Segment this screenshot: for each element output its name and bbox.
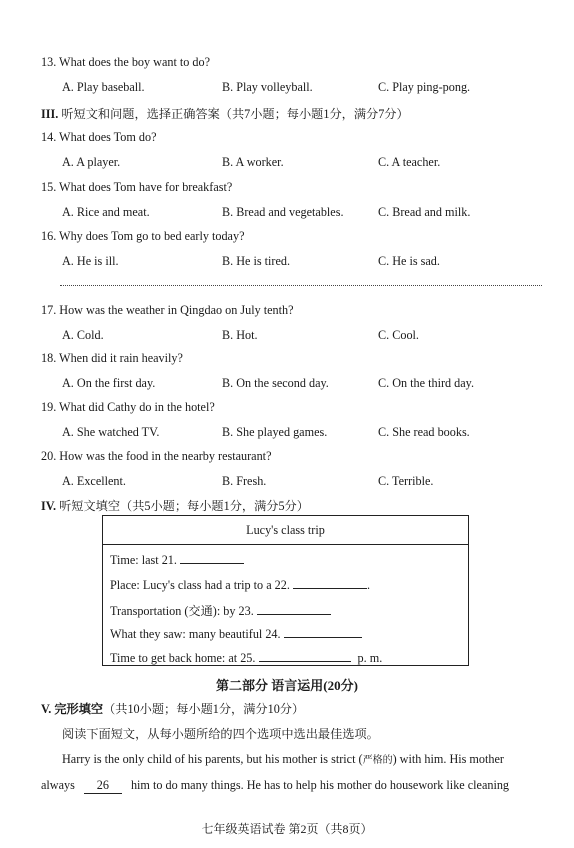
option-17-c: C. Cool. (378, 328, 419, 342)
table-title: Lucy's class trip (103, 516, 468, 545)
section-5-title: 完形填空 (54, 702, 104, 716)
question-16: 16. Why does Tom go to bed early today? (41, 229, 245, 243)
option-17-b: B. Hot. (222, 328, 258, 342)
option-13-a: A. Play baseball. (62, 80, 145, 94)
option-16-c: C. He is sad. (378, 254, 440, 268)
option-14-c: C. A teacher. (378, 155, 441, 169)
table-row-21 (110, 552, 244, 568)
blank-25[interactable] (259, 650, 351, 662)
option-18-b: B. On the second day. (222, 376, 329, 390)
table-row-23 (110, 602, 331, 619)
option-13-b: B. Play volleyball. (222, 80, 313, 94)
section-3-title: 听短文和问题，选择正确答案（共7小题；每小题1分，满分7分） (61, 107, 409, 121)
passage-line-1 (62, 751, 504, 767)
option-17-a: A. Cold. (62, 328, 104, 342)
section-5-heading (41, 700, 304, 717)
row-24-label: What they saw: many beautiful 24. (110, 627, 281, 641)
question-15: 15. What does Tom have for breakfast? (41, 180, 233, 194)
row-22-suffix: . (366, 578, 370, 592)
question-14: 14. What does Tom do? (41, 130, 157, 144)
blank-22[interactable] (293, 577, 367, 589)
section-4-title: 听短文填空（共5小题；每小题1分，满分5分） (59, 499, 309, 513)
option-19-a: A. She watched TV. (62, 425, 160, 439)
option-18-a: A. On the first day. (62, 376, 156, 390)
option-19-b: B. She played games. (222, 425, 328, 439)
section-4-heading (41, 497, 309, 514)
section-5-detail: （共10小题；每小题1分，满分10分） (103, 702, 305, 716)
option-14-a: A. A player. (62, 155, 121, 169)
row-23-label: Transportation (交通): by 23. (110, 604, 254, 618)
row-25-suffix: p. m. (357, 651, 383, 665)
blank-21[interactable] (180, 552, 244, 564)
row-25-label: Time to get back home: at 25. (110, 651, 256, 665)
question-20: 20. How was the food in the nearby restaurant? (41, 449, 272, 463)
row-22-label: Place: Lucy's class had a trip to a 22. (110, 578, 290, 592)
option-16-a: A. He is ill. (62, 254, 119, 268)
passage-line-2-start: always (41, 778, 75, 792)
dotted-divider (60, 285, 542, 286)
passage-line-2 (41, 778, 509, 794)
section-3-heading (41, 105, 409, 122)
blank-24[interactable] (284, 626, 362, 638)
option-16-b: B. He is tired. (222, 254, 291, 268)
question-13: 13. What does the boy want to do? (41, 55, 211, 69)
passage-chinese-gloss: 严格的 (362, 755, 393, 766)
option-20-b: B. Fresh. (222, 474, 267, 488)
passage-line-2-end: him to do many things. He has to help his mother do housework like cleaning (130, 778, 510, 792)
row-21-label: Time: last 21. (110, 553, 177, 567)
table-row-24 (110, 626, 362, 642)
blank-26[interactable]: 26 (84, 778, 122, 794)
option-13-c: C. Play ping-pong. (378, 80, 471, 94)
option-20-a: A. Excellent. (62, 474, 126, 488)
option-15-a: A. Rice and meat. (62, 205, 150, 219)
cloze-instruction: 阅读下面短文，从每小题所给的四个选项中选出最佳选项。 (62, 727, 379, 741)
section-3-number: III. (41, 107, 59, 121)
option-15-b: B. Bread and vegetables. (222, 205, 344, 219)
table-row-22 (110, 577, 370, 593)
table-row-25 (110, 650, 382, 666)
question-19: 19. What did Cathy do in the hotel? (41, 400, 215, 414)
question-18: 18. When did it rain heavily? (41, 351, 183, 365)
passage-line-1-end: ) with him. His mother (392, 752, 504, 766)
fill-in-table (102, 515, 469, 666)
option-18-c: C. On the third day. (378, 376, 475, 390)
blank-23[interactable] (257, 603, 331, 615)
option-14-b: B. A worker. (222, 155, 284, 169)
option-20-c: C. Terrible. (378, 474, 434, 488)
page-footer: 七年级英语试卷 第2页（共8页） (201, 822, 373, 836)
option-19-c: C. She read books. (378, 425, 470, 439)
option-15-c: C. Bread and milk. (378, 205, 471, 219)
part-2-title: 第二部分 语言运用(20分) (216, 678, 358, 693)
passage-line-1-start: Harry is the only child of his parents, but his mother is strict ( (62, 752, 363, 766)
section-5-number: V. (41, 702, 52, 716)
section-4-number: IV. (41, 499, 57, 513)
question-17: 17. How was the weather in Qingdao on July tenth? (41, 303, 294, 317)
